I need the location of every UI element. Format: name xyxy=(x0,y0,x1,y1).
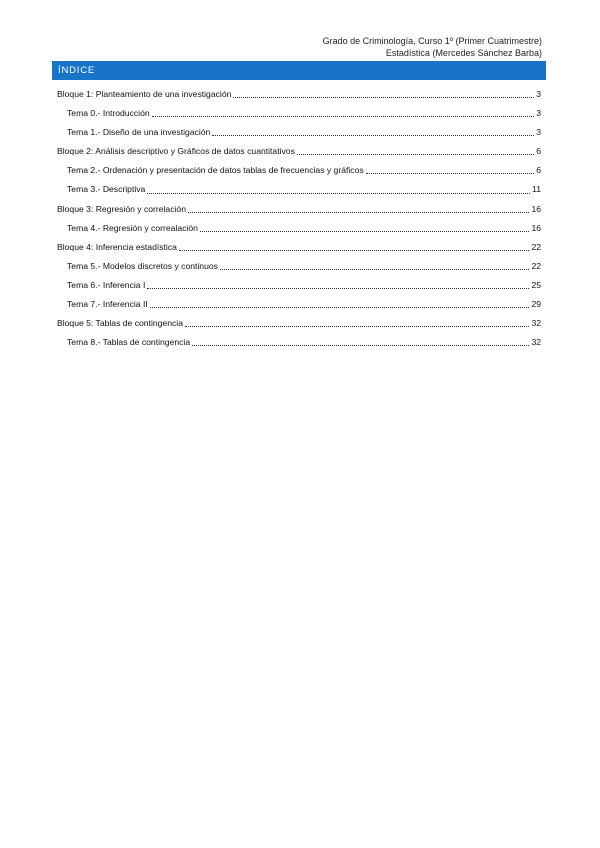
toc-dot-leader xyxy=(192,345,529,346)
toc-dot-leader xyxy=(147,288,529,289)
toc-dot-leader xyxy=(150,307,530,308)
toc-entry-title: Bloque 1: Planteamiento de una investigación xyxy=(57,89,232,99)
toc-entry-bloque[interactable] xyxy=(57,142,541,161)
toc-entry-tema[interactable] xyxy=(57,219,541,238)
toc-entry-tema[interactable] xyxy=(57,161,541,180)
toc-entry-tema[interactable] xyxy=(57,295,541,314)
toc-dot-leader xyxy=(212,135,534,136)
toc-entry-title: Tema 3.- Descriptiva xyxy=(67,184,146,195)
toc-entry-title: Tema 2.- Ordenación y presentación de datos tablas de frecuencias y gráficos xyxy=(67,165,364,176)
toc-entry-tema[interactable] xyxy=(57,123,541,142)
toc-entry-title: Tema 0.- Introducción xyxy=(67,108,150,119)
toc-dot-leader xyxy=(185,326,529,327)
toc-entry-title: Tema 1.- Diseño de una investigación xyxy=(67,127,211,138)
toc-entry-title: Tema 5.- Modelos discretos y continuos xyxy=(67,260,218,271)
toc-page-number: 3 xyxy=(536,89,541,99)
toc-entry-title: Bloque 2: Análisis descriptivo y Gráficos de datos cuantitativos xyxy=(57,146,295,157)
toc-page-number: 22 xyxy=(531,241,541,252)
toc-page-number: 3 xyxy=(536,108,541,119)
toc-dot-leader xyxy=(297,154,534,155)
toc-dot-leader xyxy=(200,231,530,232)
table-of-contents xyxy=(57,85,541,352)
toc-entry-tema[interactable] xyxy=(57,333,541,352)
toc-page-number: 16 xyxy=(531,222,541,233)
toc-page-number: 22 xyxy=(531,260,541,271)
toc-page-number: 32 xyxy=(531,318,541,329)
toc-dot-leader xyxy=(188,212,529,213)
toc-page-number: 29 xyxy=(531,299,541,310)
toc-dot-leader xyxy=(233,97,534,98)
toc-entry-bloque[interactable] xyxy=(57,314,541,333)
toc-entry-bloque[interactable] xyxy=(57,85,541,104)
toc-dot-leader xyxy=(179,250,530,251)
toc-dot-leader xyxy=(220,269,530,270)
page-header xyxy=(323,36,542,59)
toc-dot-leader xyxy=(152,116,535,117)
toc-entry-title: Tema 6.- Inferencia I xyxy=(67,279,146,290)
toc-page-number: 3 xyxy=(536,127,541,138)
toc-entry-title: Bloque 4: Inferencia estadística xyxy=(57,241,177,252)
toc-entry-tema[interactable] xyxy=(57,257,541,276)
toc-entry-bloque[interactable] xyxy=(57,238,541,257)
toc-entry-tema[interactable] xyxy=(57,180,541,199)
toc-entry-tema[interactable] xyxy=(57,104,541,123)
toc-page-number: 11 xyxy=(532,184,541,195)
toc-dot-leader xyxy=(147,193,530,194)
toc-entry-title: Tema 8.- Tablas de contingencia xyxy=(67,337,191,348)
header-subject-line: Estadística (Mercedes Sánchez Barba) xyxy=(385,47,542,58)
toc-entry-title: Bloque 5: Tablas de contingencia xyxy=(57,318,183,329)
toc-page-number: 6 xyxy=(536,165,541,176)
index-title: ÍNDICE xyxy=(58,65,95,76)
toc-dot-leader xyxy=(366,173,535,174)
toc-entry-title: Tema 4.- Regresión y correalación xyxy=(67,222,198,233)
toc-page-number: 6 xyxy=(536,146,541,157)
toc-page-number: 16 xyxy=(531,203,541,214)
header-course-line: Grado de Criminología, Curso 1º (Primer Cuatrimestre) xyxy=(322,36,542,46)
toc-page-number: 25 xyxy=(531,279,541,290)
toc-entry-title: Tema 7.- Inferencia II xyxy=(67,299,148,310)
toc-entry-bloque[interactable] xyxy=(57,200,541,219)
index-title-bar xyxy=(52,61,546,80)
toc-entry-tema[interactable] xyxy=(57,276,541,295)
toc-entry-title: Bloque 3: Regresión y correlación xyxy=(57,203,186,214)
toc-page-number: 32 xyxy=(531,337,541,348)
